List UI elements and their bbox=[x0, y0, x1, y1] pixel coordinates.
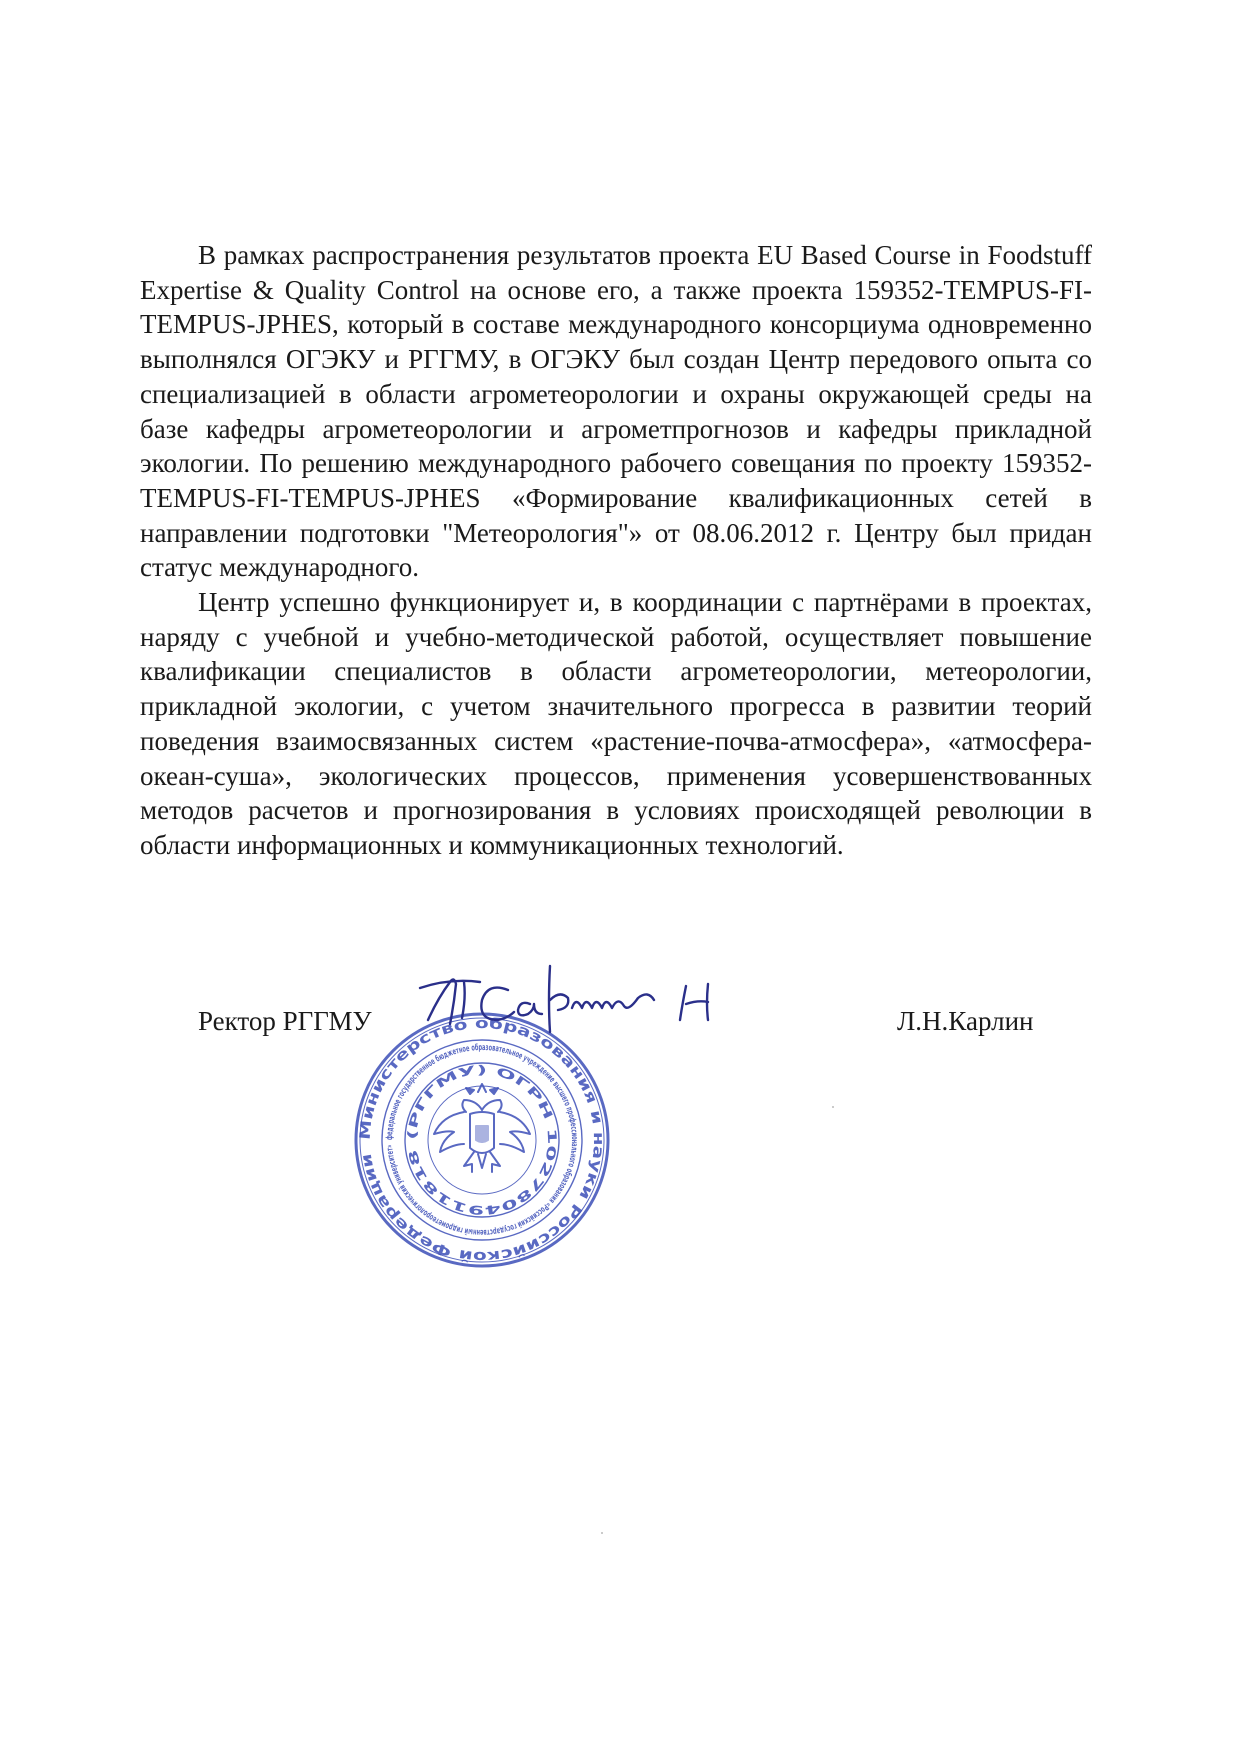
paragraph-2: Центр успешно функционирует и, в координации с партнёрами в проектах, наряду с учебной и учебно-методической работой, осуществляет повышение квалификации специалистов в области агрометеорологии, метеорологии, прикладной экологии, с учетом значительного прогресса в развитии теорий поведения взаимосвязанных систем «растение-почва-атмосфера», «атмосфера-океан-суша», экологических процессов, применения усовершенствованных методов расчетов и прогнозирования в условиях происходящей революции в области информационных и коммуникационных технологий. bbox=[140, 587, 1092, 860]
official-stamp bbox=[352, 1010, 612, 1270]
stamp-middle-text: федеральное государственное бюджетное образовательное учреждение высшего профессионального образования «Российский государственный гидрометеорологический университет» bbox=[384, 1042, 580, 1238]
scan-speck bbox=[832, 1106, 834, 1108]
signatory-name: Л.Н.Карлин bbox=[897, 1006, 1034, 1036]
paragraph-1: В рамках распространения результатов проекта EU Based Course in Foodstuff Expertise & Quality Control на основе его, а также проекта 159352-TEMPUS-FI-TEMPUS-JPHES, который в составе международного консорциума одновременно выполнялся ОГЭКУ и РГГМУ, в ОГЭКУ был создан Центр передового опыта со специализацией в области агрометеорологии и охраны окружающей среды на базе кафедры агрометеорологии и агрометпрогнозов и кафедры прикладной экологии. По решению международного рабочего совещания по проекту 159352-TEMPUS-FI-TEMPUS-JPHES «Формирование квалификационных сетей в направлении подготовки "Метеорология"» от 08.06.2012 г. Центру был придан статус международного. bbox=[140, 240, 1092, 583]
signature-block bbox=[0, 960, 1241, 1265]
letter-body bbox=[140, 238, 1092, 863]
scan-speck bbox=[601, 1532, 603, 1534]
signatory-title: Ректор РГГМУ bbox=[198, 1006, 372, 1036]
stamp-inner-text: (РГГМУ) ОГРН 1027804911818 bbox=[404, 1062, 560, 1218]
rector-signature bbox=[400, 960, 800, 1040]
stamp-outer-text: Министерство образования и науки Российской Федерации bbox=[357, 1015, 607, 1265]
